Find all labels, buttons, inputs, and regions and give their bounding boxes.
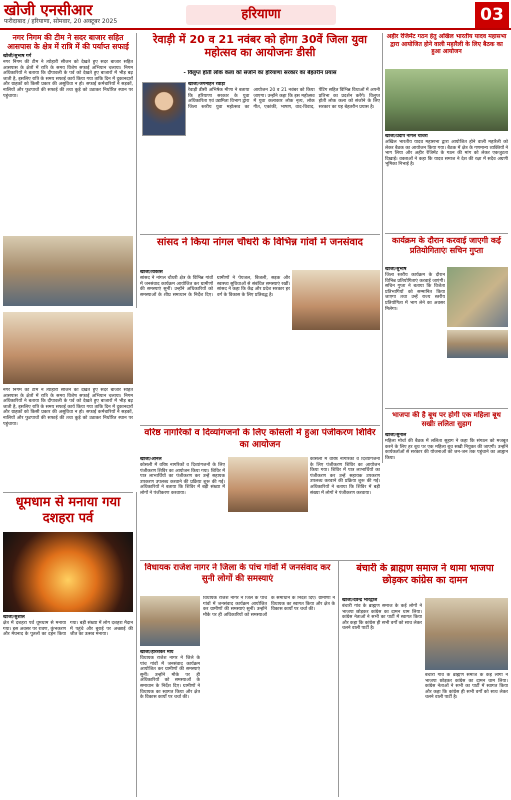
dateline: खोजी/देवेन्द्र भारद्वाज bbox=[342, 598, 378, 603]
subheadline: - विलुप्त होती लोक कला को संजोने का हरियाणा सरकार का बेहतरीन प्रयास bbox=[183, 70, 337, 76]
headline: धूमधाम से मनाया गया दशहरा पर्व bbox=[15, 495, 121, 526]
article-body: कोसली में वरिष्ठ नागरिकों व दिव्यांगजनों के लिए पंजीकरण शिविर का आयोजन किया गया। शिविर में पात्र लाभार्थियों का पंजीकरण कर उन्हें सहायक उपकरण उपलब्ध करवाने की प्रक्रिया शुरू की गई। अधिकारियों ने बताया कि शिविर में बड़ी संख्या में लोगों ने पंजीकरण करवाया। bbox=[140, 463, 225, 496]
article-left-extra bbox=[3, 388, 133, 488]
row-divider bbox=[3, 492, 133, 493]
dc-portrait bbox=[142, 82, 186, 136]
article-varishth-head bbox=[140, 428, 380, 454]
article-brahman-body-a bbox=[342, 598, 422, 795]
rewari-subhead-wrap bbox=[140, 70, 380, 79]
dateline: खोजी/सुनील bbox=[385, 433, 407, 438]
masthead-left bbox=[4, 2, 154, 28]
article-rewari-head bbox=[140, 33, 380, 69]
article-vidhayak-head bbox=[140, 563, 335, 593]
photo-jansamvad bbox=[292, 270, 380, 330]
dateline: खोजी/अनिल bbox=[140, 457, 162, 462]
article-body: महिला मोर्चा की बैठक में ललिता सुहाग ने कहा कि संगठन को मजबूत करने के लिए हर बूथ पर एक महिला बूथ सखी नियुक्त की जाएगी। उन्होंने कार्यकर्ताओं से सरकार की योजनाओं को जन-जन तक पहुंचाने का आह्वान किया। bbox=[385, 439, 508, 461]
article-body: अखिल भारतीय यादव महासभा द्वारा आयोजित होने वाली महारैली को लेकर बैठक का आयोजन किया गया। बैठक में क्षेत्र के गणमान्य व्यक्तियों ने भाग लिया और अहीर रेजिमेंट के गठन की मांग को लेकर एकजुटता दिखाई। वक्ताओं ने कहा कि यादव समाज ने देश की रक्षा में सदैव अग्रणी भूमिका निभाई है। bbox=[385, 140, 508, 168]
article-body-continued: कोसली में वरिष्ठ नागरिकों व दिव्यांगजनों के लिए पंजीकरण शिविर का आयोजन किया गया। शिविर में पात्र लाभार्थियों का पंजीकरण कर उन्हें सहायक उपकरण उपलब्ध करवाने की प्रक्रिया शुरू की गई। अधिकारियों ने बताया कि शिविर में बड़ी संख्या में लोगों ने पंजीकरण करवाया। bbox=[310, 457, 380, 496]
article-sansad-head bbox=[140, 237, 380, 267]
headline: सांसद ने किया नांगल चौधरी के विभिन्न गांवों में जनसंवाद bbox=[157, 237, 363, 248]
headline: बंचारी के ब्राह्मण समाज ने थामा भाजपा छोड़कर कांग्रेस का दामन bbox=[356, 563, 494, 586]
article-body: विधायक राजेश नागर ने जिले के पांच गांवों में जनसंवाद कार्यक्रम आयोजित कर ग्रामीणों की समस्याएं सुनीं। उन्होंने मौके पर ही अधिकारियों को समस्याओं के समाधान के निर्देश दिए। ग्रामीणों ने विधायक का स्वागत किया और क्षेत्र के विकास कार्यों पर चर्चा की। bbox=[140, 656, 200, 701]
photo-joining bbox=[425, 598, 508, 670]
dateline: खोजी/सुभाष गर्ग bbox=[3, 54, 32, 59]
article-body-continued: बंचारी गांव के ब्राह्मण समाज के कई लोगों ने भाजपा छोड़कर कांग्रेस का दामन थाम लिया। कांग्रेस नेताओं ने सभी का पार्टी में स्वागत किया और कहा कि कांग्रेस ही सभी वर्गों को साथ लेकर चलने वाली पार्टी है। bbox=[425, 673, 508, 701]
section-title: हरियाणा bbox=[241, 7, 281, 22]
row-divider bbox=[385, 408, 508, 409]
article-vidhayak-body-a bbox=[140, 650, 200, 795]
section-label-box bbox=[186, 5, 336, 25]
row-divider bbox=[385, 233, 508, 234]
row-divider bbox=[140, 234, 380, 235]
row-divider bbox=[140, 560, 380, 561]
masthead bbox=[0, 0, 511, 30]
article-vidhayak-body-b bbox=[203, 596, 335, 795]
headline: भाजपा की है बूथ पर होगी एक महिला बूथ सखीः ललिता सुहाग bbox=[392, 411, 501, 428]
article-body: जिला स्तरीय कार्यक्रम के दौरान विभिन्न प्रतियोगिताएं करवाई जाएंगी। सचिन गुप्ता ने बताया कि विजेता प्रतिभागियों को सम्मानित किया जाएगा तथा उन्हें राज्य स्तरीय प्रतियोगिता में भाग लेने का अवसर मिलेगा। bbox=[385, 273, 445, 312]
photo-competition-poster bbox=[447, 267, 508, 327]
column-divider bbox=[136, 33, 137, 308]
article-karyakram-body bbox=[385, 267, 445, 357]
photo-participants bbox=[447, 330, 508, 358]
column-divider bbox=[338, 560, 339, 797]
photo-cleaning-drive bbox=[3, 236, 133, 306]
photo-camp bbox=[228, 457, 308, 512]
headline: रेवाड़ी में 20 व 21 नवंबर को होगा 30वें जिला युवा महोत्सव का आयोजनः डीसी bbox=[153, 33, 367, 59]
article-yadav-body bbox=[385, 134, 508, 230]
dateline: खोजी/सुशील bbox=[3, 615, 25, 620]
article-body-continued: विधायक राजेश नागर ने जिले के पांच गांवों में जनसंवाद कार्यक्रम आयोजित कर ग्रामीणों की समस्याएं सुनीं। उन्होंने मौके पर ही अधिकारियों को समस्याओं के समाधान के निर्देश दिए। ग्रामीणों ने विधायक का स्वागत किया और क्षेत्र के विकास कार्यों पर चर्चा की। bbox=[203, 596, 335, 618]
newspaper-logo: खोजी एनसीआर bbox=[4, 1, 93, 19]
article-dussehra-body bbox=[3, 615, 133, 795]
article-dussehra-head bbox=[3, 495, 133, 529]
photo-left-event bbox=[3, 312, 133, 384]
dateline: खोजी/विकास bbox=[140, 270, 163, 275]
column-divider bbox=[382, 33, 383, 463]
headline: नगर निगम की टीम ने सदर बाजार सहित आसपास के क्षेत्र में रात्रि में की पर्याप्त सफाई bbox=[7, 33, 129, 51]
headline: वरिष्ठ नागरिकों व दिव्यांगजनों के लिए कोसली में हुआ पंजीकरण शिविर का आयोजन bbox=[144, 428, 376, 450]
headline: अहीर रेजिमेंट गठन हेतु अखिल भारतीय यादव महासभा द्वारा आयोजित होने वाली महारैली के लिए बैठक का हुआ आयोजन bbox=[386, 33, 507, 55]
article-yadav-head bbox=[385, 33, 508, 67]
article-brahman-head bbox=[342, 563, 508, 595]
dateline: खोजी/प्रदीप नांगल चौधरी bbox=[385, 134, 428, 139]
headline: कार्यक्रम के दौरान करवाई जाएगी कई प्रतियोगिताएंः सचिन गुप्ता bbox=[392, 236, 501, 255]
issue-dateline: फरीदाबाद / हरियाणा, सोमवार, 20 अक्टूबर 2025 bbox=[4, 18, 118, 25]
page-number: 03 bbox=[475, 2, 509, 28]
article-body-continued: नगर निगम की टीम ने त्योहारी सीजन को देखते हुए सदर बाजार सहित आसपास के क्षेत्रों में रात्रि के समय विशेष सफाई अभियान चलाया। निगम अधिकारियों ने बताया कि दीपावली के पर्व को देखते हुए बाजारों में भीड़ बढ़ जाती है, इसलिए रात्रि के समय सफाई कार्य किया गया ताकि दिन में दुकानदारों और ग्राहकों को किसी प्रकार की असुविधा न हो। सफाई कर्मचारियों ने सड़कों, नालियों और फुटपाथों की सफाई की तथा कूड़े को उठाकर निर्धारित स्थान पर पहुंचाया। bbox=[3, 388, 133, 427]
article-bjp-head bbox=[385, 411, 508, 431]
article-varishth-body-a bbox=[140, 457, 225, 557]
article-sansad-body bbox=[140, 270, 290, 420]
article-body: क्षेत्र में दशहरा पर्व धूमधाम से मनाया गया। इस अवसर पर रावण, कुंभकरण और मेघनाद के पुतलों का दहन किया गया। बड़ी संख्या में लोग दशहरा मैदान में पहुंचे और बुराई पर अच्छाई की जीत का उत्सव मनाया। bbox=[3, 621, 133, 638]
article-bjp-body bbox=[385, 433, 508, 553]
photo-ravan-dahan bbox=[3, 532, 133, 612]
article-body: रेवाड़ी डीसी अभिषेक मीणा ने बताया कि हरियाणा सरकार के युवा अधिकारिता एवं उद्यमिता विभाग द्वारा जिला स्तरीय युवा महोत्सव का आयोजन 20 व 21 नवंबर को किया जाएगा। उन्होंने कहा कि इस महोत्सव में युवा कलाकार लोक नृत्य, लोक गीत, एकांकी, भाषण, वाद-विवाद, पेंटिंग सहित विभिन्न विधाओं में अपनी प्रतिभा का प्रदर्शन करेंगे। विलुप्त होती लोक कला को संजोने के लिए सरकार का यह बेहतरीन प्रयास है। bbox=[188, 88, 380, 110]
row-divider bbox=[140, 425, 380, 426]
photo-meeting bbox=[385, 69, 508, 131]
article-varishth-body-b bbox=[310, 457, 380, 557]
photo-vidhayak bbox=[140, 596, 200, 646]
headline: विधायक राजेश नागर ने जिला के पांच गांवों में जनसंवाद कर सुनी लोगों की समस्याएं bbox=[144, 563, 331, 584]
article-rewari-body bbox=[188, 82, 380, 232]
article-body: नगर निगम की टीम ने त्योहारी सीजन को देखते हुए सदर बाजार सहित आसपास के क्षेत्रों में रात्रि के समय विशेष सफाई अभियान चलाया। निगम अधिकारियों ने बताया कि दीपावली के पर्व को देखते हुए बाजारों में भीड़ बढ़ जाती है, इसलिए रात्रि के समय सफाई कार्य किया गया ताकि दिन में दुकानदारों और ग्राहकों को किसी प्रकार की असुविधा न हो। सफाई कर्मचारियों ने सड़कों, नालियों और फुटपाथों की सफाई की तथा कूड़े को उठाकर निर्धारित स्थान पर पहुंचाया। bbox=[3, 60, 133, 99]
dateline: खोजी/हरिशंकर मौर्य bbox=[140, 650, 174, 655]
article-brahman-body-b bbox=[425, 673, 508, 795]
dateline: खोजी/सुभाष bbox=[385, 267, 407, 272]
article-body: बंचारी गांव के ब्राह्मण समाज के कई लोगों ने भाजपा छोड़कर कांग्रेस का दामन थाम लिया। कांग्रेस नेताओं ने सभी का पार्टी में स्वागत किया और कहा कि कांग्रेस ही सभी वर्गों को साथ लेकर चलने वाली पार्टी है। bbox=[342, 604, 422, 632]
column-divider bbox=[136, 492, 137, 797]
article-nagar-nigam bbox=[3, 33, 133, 233]
article-karyakram-head bbox=[385, 236, 508, 264]
article-body: सांसद ने नांगल चौधरी क्षेत्र के विभिन्न गांवों में जनसंवाद कार्यक्रम आयोजित कर ग्रामीणों की समस्याएं सुनीं। उन्होंने अधिकारियों को समस्याओं के शीघ्र समाधान के निर्देश दिए। ग्रामीणों ने पेयजल, बिजली, सड़क और स्वास्थ्य सुविधाओं से संबंधित समस्याएं रखीं। सांसद ने कहा कि केंद्र और प्रदेश सरकार हर वर्ग के विकास के लिए प्रतिबद्ध है। bbox=[140, 276, 290, 298]
dateline: खोजी/जगमोहन रेवाड़ी bbox=[188, 82, 226, 87]
